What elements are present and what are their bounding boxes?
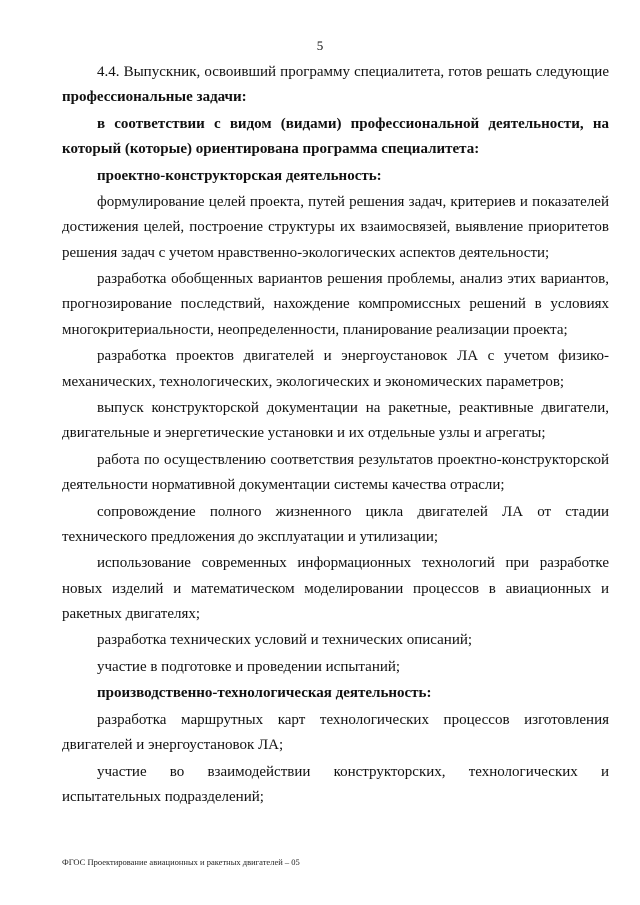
paragraph-bold-text: в соответствии с видом (видами) профессиональной деятельности, на который (которые) ориентирована программа специалитета: — [62, 115, 609, 158]
paragraph-text: разработка проектов двигателей и энергоустановок ЛА с учетом физико-механических, технологических, экологических и экономических параметров; — [62, 348, 609, 390]
paragraph-text: разработка обобщенных вариантов решения проблемы, анализ этих вариантов, прогнозирование последствий, нахождение компромиссных решений в условиях многокритериальности, неопределенности, планирование реализации проекта; — [62, 271, 609, 338]
paragraph-bold-text: производственно-технологическая деятельность: — [97, 685, 432, 702]
paragraph — [62, 344, 609, 395]
paragraph — [62, 164, 609, 189]
paragraph-bold-text: профессиональные задачи: — [62, 89, 247, 106]
document-body — [62, 60, 609, 811]
paragraph — [62, 760, 609, 811]
paragraph-text: разработка маршрутных карт технологических процессов изготовления двигателей и энергоустановок ЛА; — [62, 711, 609, 754]
paragraph — [62, 396, 609, 447]
paragraph — [62, 628, 609, 653]
paragraph-bold-text: проектно-конструкторская деятельность: — [97, 167, 382, 184]
page-number: 5 — [316, 38, 324, 53]
paragraph — [62, 60, 609, 111]
paragraph-text: сопровождение полного жизненного цикла двигателей ЛА от стадии технического предложения до эксплуатации и утилизации; — [62, 503, 609, 545]
paragraph — [62, 655, 609, 680]
paragraph-text: использование современных информационных технологий при разработке новых изделий и математическом моделировании процессов в авиационных и ракетных двигателях; — [62, 555, 609, 622]
paragraph — [62, 708, 609, 759]
paragraph-text: работа по осуществлению соответствия результатов проектно-конструкторской деятельности нормативной документации системы качества отрасли; — [62, 451, 609, 494]
paragraph — [62, 190, 609, 266]
paragraph-text: формулирование целей проекта, путей решения задач, критериев и показателей достижения целей, построение структуры их взаимосвязей, выявление приоритетов решения задач с учетом нравственно-экологических аспектов деятельности; — [62, 194, 609, 261]
paragraph-text: выпуск конструкторской документации на ракетные, реактивные двигатели, двигательные и энергетические установки и их отдельные узлы и агрегаты; — [62, 399, 609, 442]
paragraph-text: разработка технических условий и технических описаний; — [97, 632, 473, 649]
paragraph — [62, 681, 609, 706]
paragraph — [62, 112, 609, 163]
paragraph-text: участие во взаимодействии конструкторских, технологических и испытательных подразделений; — [62, 763, 609, 805]
paragraph-text: 4.4. Выпускник, освоивший программу специалитета, готов решать следующие — [97, 64, 609, 80]
paragraph — [62, 267, 609, 343]
paragraph — [62, 551, 609, 627]
paragraph — [62, 448, 609, 499]
page-footer: ФГОС Проектирование авиационных и ракетных двигателей – 05 — [62, 857, 300, 867]
paragraph-text: участие в подготовке и проведении испытаний; — [97, 658, 401, 675]
paragraph — [62, 500, 609, 551]
